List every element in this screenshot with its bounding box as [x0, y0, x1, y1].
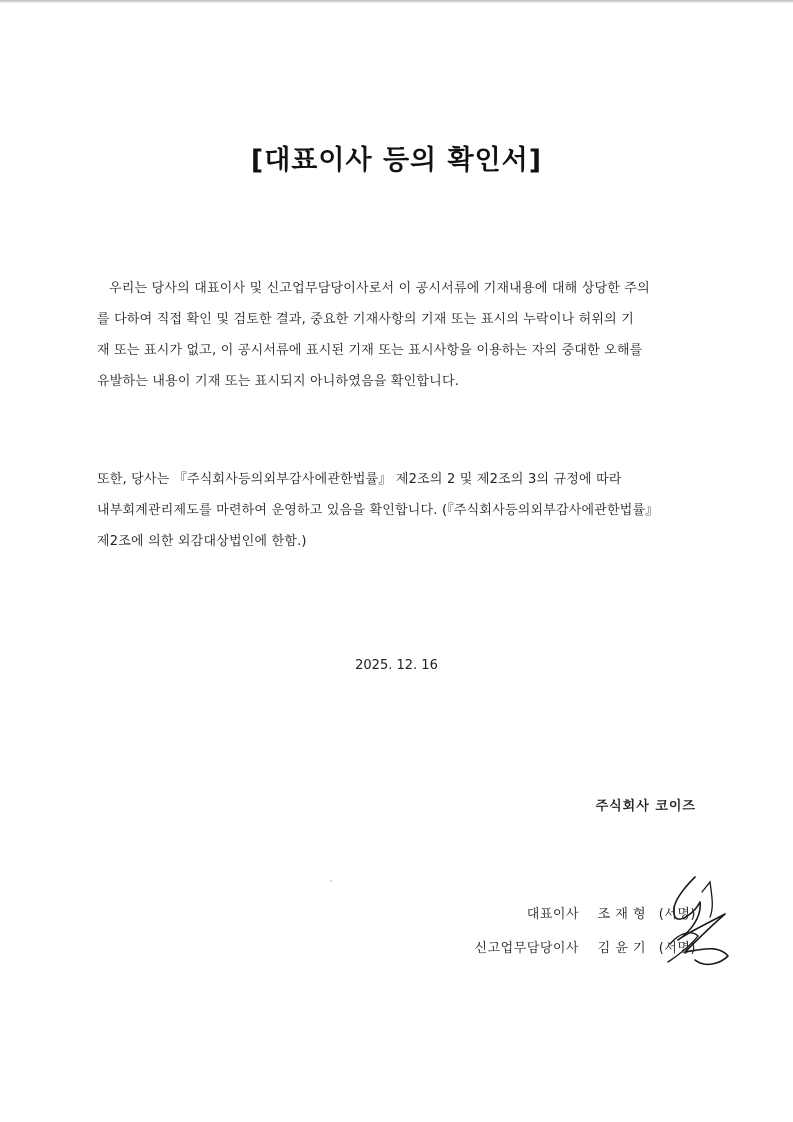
- signatory-role: 대표이사: [526, 907, 579, 922]
- paragraph-line: 내부회계관리제도를 마련하여 운영하고 있음을 확인합니다. (『주식회사등의외부감사에관한법률』: [97, 503, 659, 518]
- scan-top-edge: [0, 0, 793, 3]
- signatory-name: 김 윤 기: [597, 941, 647, 956]
- confirmation-paragraph: [97, 273, 703, 397]
- paragraph-line: 재 또는 표시가 없고, 이 공시서류에 표시된 기재 또는 표시사항을 이용하는 자의 중대한 오해를: [97, 343, 643, 358]
- paragraph-line: 제2조에 의한 외감대상법인에 한함.): [97, 534, 307, 549]
- paragraph-line: 유발하는 내용이 기재 또는 표시되지 아니하였음을 확인합니다.: [97, 374, 460, 389]
- signature-mark-label: (서명): [658, 907, 696, 922]
- paragraph-line: 를 다하여 직접 확인 및 검토한 결과, 중요한 기재사항의 기재 또는 표시의 누락이나 허위의 기: [97, 312, 635, 327]
- document-date: 2025. 12. 16: [355, 658, 438, 673]
- handwritten-signature: [640, 872, 740, 972]
- paragraph-line: 또한, 당사는 『주식회사등의외부감사에관한법률』 제2조의 2 및 제2조의 3의 규정에 따라: [97, 472, 622, 487]
- signature-mark-label: (서명): [658, 941, 696, 956]
- signatory-role: 신고업무담당이사: [474, 941, 579, 956]
- scan-speck: [330, 880, 332, 882]
- document-title: [대표이사 등의 확인서]: [250, 145, 543, 176]
- signatory-name: 조 재 형: [597, 907, 647, 922]
- paragraph-line: 우리는 당사의 대표이사 및 신고업무담당이사로서 이 공시서류에 기재내용에 대해 상당한 주의: [109, 281, 650, 296]
- internal-control-paragraph: [97, 464, 703, 557]
- company-name: 주식회사 코이즈: [595, 799, 696, 814]
